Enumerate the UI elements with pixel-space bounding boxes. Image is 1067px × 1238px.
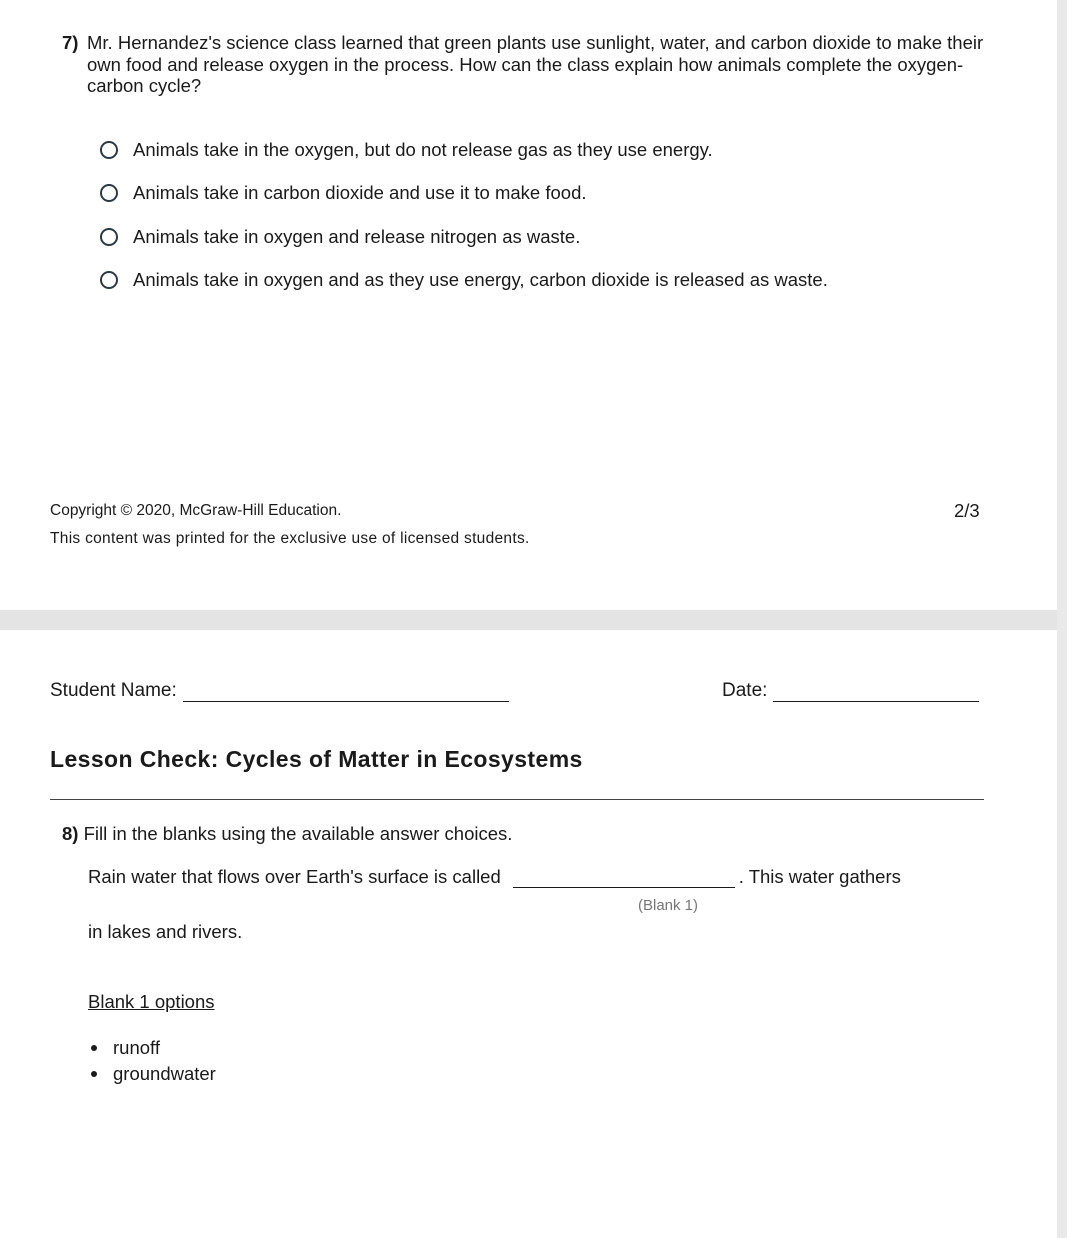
answer-choice[interactable] — [100, 259, 828, 303]
choice-label: Animals take in oxygen and release nitrogen as waste. — [133, 225, 581, 247]
student-name-line — [183, 683, 509, 702]
question-number: 8) — [62, 823, 79, 844]
radio-button[interactable] — [100, 141, 118, 159]
lesson-title: Lesson Check: Cycles of Matter in Ecosystems — [50, 746, 583, 772]
student-name-field — [50, 680, 509, 702]
question-8 — [62, 823, 512, 845]
blank-label: (Blank 1) — [638, 897, 699, 914]
question-number: 7) — [62, 32, 79, 53]
answer-choice[interactable] — [100, 128, 828, 172]
option-label: runoff — [113, 1037, 160, 1058]
radio-button[interactable] — [100, 228, 118, 246]
answer-choice[interactable] — [100, 215, 828, 259]
radio-button[interactable] — [100, 271, 118, 289]
choice-label: Animals take in the oxygen, but do not release gas as they use energy. — [133, 138, 713, 160]
choice-label: Animals take in carbon dioxide and use it to make food. — [133, 182, 587, 204]
student-name-label: Student Name: — [50, 680, 177, 701]
options-list — [88, 1035, 216, 1087]
license-notice: This content was printed for the exclusive use of licensed students. — [50, 530, 530, 547]
question-instruction: Fill in the blanks using the available answer choices. — [83, 823, 513, 844]
bullet-icon — [91, 1071, 97, 1077]
list-item — [88, 1035, 216, 1061]
question-7 — [62, 32, 1002, 97]
date-label: Date: — [722, 680, 768, 701]
list-item — [88, 1061, 216, 1087]
radio-button[interactable] — [100, 184, 118, 202]
options-title: Blank 1 options — [88, 991, 215, 1012]
sentence-end: . This water gathers — [738, 866, 901, 887]
date-field — [722, 680, 979, 702]
bullet-icon — [91, 1045, 97, 1051]
copyright-text: Copyright © 2020, McGraw-Hill Education. — [50, 502, 342, 519]
question-text: Mr. Hernandez's science class learned that green plants use sunlight, water, and carbon dioxide to make their own food and release oxygen in the process. How can the class explain how animals complete the oxygen-carbon cycle? — [87, 32, 984, 96]
date-line — [773, 683, 979, 702]
choice-label: Animals take in oxygen and as they use energy, carbon dioxide is released as waste. — [133, 269, 828, 291]
option-label: groundwater — [113, 1063, 216, 1084]
answer-choices — [100, 128, 828, 302]
divider — [50, 799, 984, 800]
sentence-start: Rain water that flows over Earth's surface is called — [88, 866, 501, 887]
blank-1[interactable] — [513, 867, 735, 888]
answer-choice[interactable] — [100, 172, 828, 216]
page-number: 2/3 — [954, 500, 980, 521]
scrollbar-track[interactable] — [1057, 0, 1067, 1238]
fill-in-sentence — [88, 866, 901, 888]
sentence-continuation: in lakes and rivers. — [88, 921, 243, 942]
